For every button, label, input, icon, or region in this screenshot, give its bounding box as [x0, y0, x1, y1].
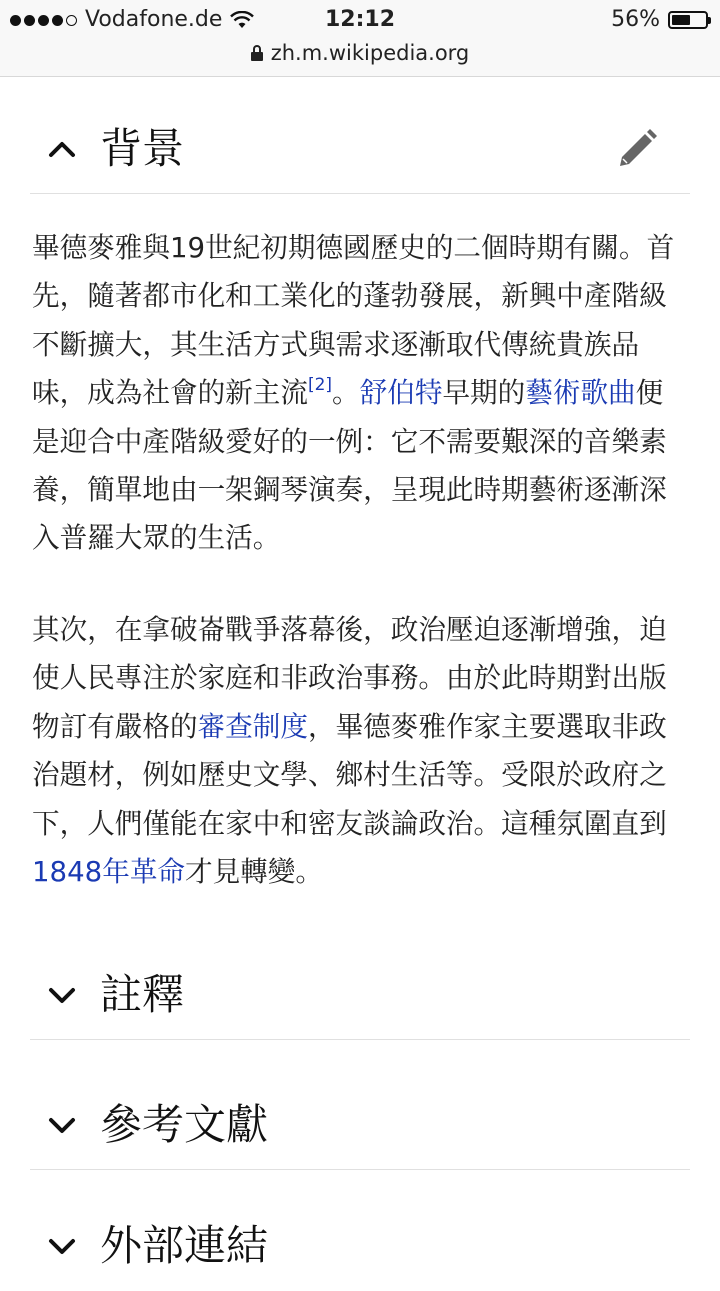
pencil-icon[interactable] — [614, 126, 660, 172]
chevron-down-icon[interactable] — [42, 975, 82, 1015]
section-title: 參考文獻 — [100, 1099, 269, 1149]
chevron-down-icon[interactable] — [42, 1105, 82, 1145]
section-title: 外部連結 — [100, 1221, 269, 1270]
section-paragraph — [32, 606, 682, 896]
paragraph-text: 才見轉變。 — [185, 855, 323, 889]
section-title: 背景 — [100, 123, 185, 173]
paragraph-text: 早期的 — [442, 376, 526, 410]
lock-icon — [251, 45, 263, 61]
battery-percent: 56% — [611, 7, 660, 32]
section-header-external-links[interactable] — [30, 1201, 690, 1291]
section-header-notes[interactable] — [30, 950, 690, 1040]
section-title: 註釋 — [100, 969, 185, 1019]
section-paragraph — [32, 224, 682, 563]
section-header-background[interactable] — [30, 104, 690, 194]
chevron-down-icon[interactable] — [42, 1226, 82, 1266]
chevron-up-icon[interactable] — [42, 129, 82, 169]
link-revolution-1848[interactable]: 1848年革命 — [32, 855, 186, 889]
carrier-name: Vodafone.de — [85, 7, 223, 32]
paragraph-text: ，畢德麥雅作家主要選取非政治題材，例如歷史文學、鄉村生活等。受限於政府之下，人們僅能在家中和密友談論政治。這種氛圍直到 — [32, 709, 667, 840]
link-censorship[interactable]: 審查制度 — [197, 709, 308, 743]
paragraph-text: 便是迎合中產階級愛好的一例：它不需要艱深的音樂素養，簡單地由一架鋼琴演奏，呈現此時期藝術逐漸深入普羅大眾的生活。 — [32, 376, 667, 555]
status-right — [611, 6, 708, 34]
paragraph-text: 畢德麥雅與19世紀初期德國歷史的二個時期有關。首先，隨著都市化和工業化的蓬勃發展，新興中產階級不斷擴大，其生活方式與需求逐漸取代傳統貴族品味，成為社會的新主流 — [32, 231, 675, 410]
link-art-song[interactable]: 藝術歌曲 — [525, 376, 636, 410]
battery-level — [672, 15, 690, 25]
status-bar — [0, 0, 720, 40]
url-text[interactable]: zh.m.wikipedia.org — [270, 41, 470, 65]
battery-icon — [668, 11, 708, 29]
clock: 12:12 — [324, 7, 396, 32]
section-header-references[interactable] — [30, 1080, 690, 1170]
address-bar[interactable] — [0, 40, 720, 77]
paragraph-text: 其次，在拿破崙戰爭落幕後，政治壓迫逐漸增強，迫使人民專注於家庭和非政治事務。由於此時期對出版物訂有嚴格的 — [32, 613, 667, 743]
reference-link[interactable]: [2] — [307, 375, 333, 396]
paragraph-text: 。 — [332, 376, 360, 410]
link-schubert[interactable]: 舒伯特 — [359, 376, 443, 410]
